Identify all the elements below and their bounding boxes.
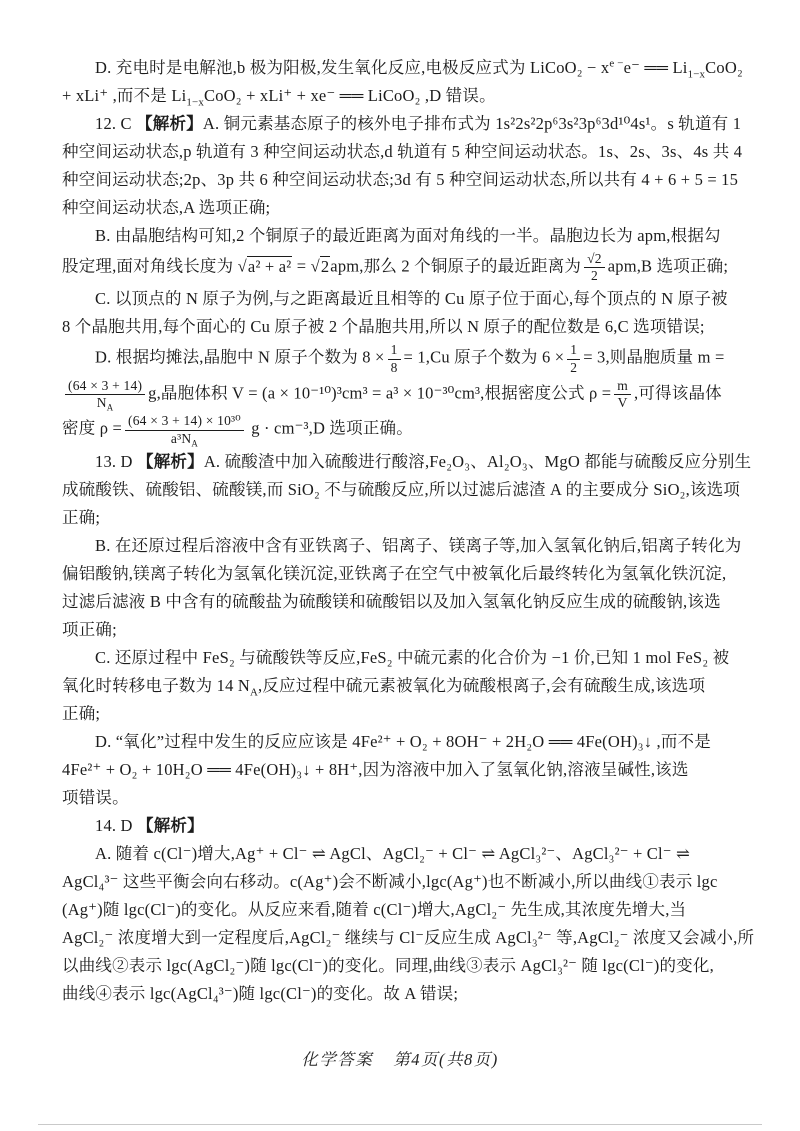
text-line-25: 4Fe²⁺ + O₂ + 10H₂O ══ 4Fe(OH)₃↓ + 8H⁺,因为溶液中加入了氢氧化钠,溶液呈碱性,该选 bbox=[62, 759, 689, 779]
text-line-30: (Ag⁺)随 lgc(Cl⁻)的变化。从反应来看,随着 c(Cl⁻)增大,AgCl₂⁻ 先生成,其浓度先增大,当 bbox=[62, 899, 687, 919]
text-line-27: 14. D 【解析】 bbox=[95, 815, 204, 835]
text-line-17: B. 在还原过程后溶液中含有亚铁离子、铝离子、镁离子等,加入氢氧化钠后,铝离子转化为 bbox=[95, 535, 742, 555]
text-line-24: D. “氧化”过程中发生的反应应该是 4Fe²⁺ + O₂ + 8OH⁻ + 2H₂O ══ 4Fe(OH)₃↓ ,而不是 bbox=[95, 731, 711, 751]
footer-page-number: 第4页(共8页) bbox=[393, 1050, 499, 1069]
text-line-22: 氧化时转移电子数为 14 $N_A$,反应过程中硫元素被氧化为硫酸根离子,会有硫酸生成,该选项 bbox=[62, 675, 706, 699]
text-line-29: AgCl₄³⁻ 这些平衡会向右移动。c(Ag⁺)会不断减小,lgc(Ag⁺)也不断减小,所以曲线①表示 lgc bbox=[62, 871, 718, 891]
text-line-19: 过滤后滤液 B 中含有的硫酸盐为硫酸镁和硫酸铝以及加入氢氧化钠反应生成的硫酸钠,该选 bbox=[62, 591, 721, 611]
text-line-4: 种空间运动状态,p 轨道有 3 种空间运动状态,d 轨道有 5 种空间运动状态。1s、2s、3s、4s 共 4 bbox=[62, 142, 743, 161]
text-line-18: 偏铝酸钠,镁离子转化为氢氧化镁沉淀,亚铁离子在空气中被氧化后最终转化为氢氧化铁沉淀, bbox=[62, 563, 727, 583]
answer-text-block bbox=[62, 54, 755, 1008]
text-line-6: 种空间运动状态,A 选项正确; bbox=[62, 198, 271, 217]
text-line-23: 正确; bbox=[62, 703, 101, 723]
text-line-21: C. 还原过程中 FeS₂ 与硫酸铁等反应,FeS₂ 中硫元素的化合价为 −1 价,已知 1 mol FeS₂ 被 bbox=[95, 647, 730, 667]
text-line-3: 12. C 【解析】A. 铜元素基态原子的核外电子排布式为 1s²2s²2p⁶3s²3p⁶3d¹⁰4s¹。s 轨道有 1 bbox=[95, 114, 742, 133]
text-line-2: + xLi⁺ ,而不是 $Li_{1-x}CoO_2 + xLi^+ + xe^-$ ══ LiCoO₂ ,D 错误。 bbox=[62, 86, 496, 109]
text-line-9: C. 以顶点的 N 原子为例,与之距离最近且相等的 Cu 原子位于面心,每个顶点的 N 原子被 bbox=[95, 289, 728, 309]
text-line-33: 曲线④表示 lgc(AgCl₄³⁻)随 lgc(Cl⁻)的变化。故 A 错误; bbox=[62, 983, 459, 1003]
footer-doc-title: 化学答案 bbox=[301, 1050, 374, 1069]
text-line-14: 13. D 【解析】A. 硫酸渣中加入硫酸进行酸溶,Fe₂O₃、Al₂O₃、MgO 都能与硫酸反应分别生 bbox=[95, 451, 752, 471]
text-line-12: $\frac{(64 \times 3 + 14)}{N_A}$ g,晶胞体积 V = (a × 10⁻¹⁰)³cm³ = a³ × 10⁻³⁰cm³,根据密度公式 ρ = $\frac{m}{V}$ ,可得该晶体 bbox=[62, 377, 746, 412]
text-line-11: D. 根据均摊法,晶胞中 N 原子个数为 8 × $\frac{1}{8}$ = 1,Cu 原子个数为 6 × $\frac{1}{2}$ = 3,则晶胞质量 m = bbox=[95, 342, 725, 375]
text-line-28: A. 随着 c(Cl⁻)增大,Ag⁺ + Cl⁻ ⇌ AgCl、AgCl₂⁻ + Cl⁻ ⇌ AgCl₃²⁻、AgCl₃²⁻ + Cl⁻ ⇌ bbox=[95, 843, 691, 863]
text-line-16: 正确; bbox=[62, 507, 101, 527]
text-line-32: 以曲线②表示 lgc(AgCl₂⁻)随 lgc(Cl⁻)的变化。同理,曲线③表示 AgCl₃²⁻ 随 lgc(Cl⁻)的变化, bbox=[62, 955, 714, 975]
text-line-26: 项错误。 bbox=[62, 787, 129, 807]
text-line-20: 项正确; bbox=[62, 619, 117, 639]
text-line-15: 成硫酸铁、硫酸铝、硫酸镁,而 SiO₂ 不与硫酸反应,所以过滤后滤渣 A 的主要成分 SiO₂,该选项 bbox=[62, 479, 741, 499]
text-line-7: B. 由晶胞结构可知,2 个铜原子的最近距离为面对角线的一半。晶胞边长为 apm,根据勾 bbox=[95, 226, 721, 245]
bottom-divider-line bbox=[38, 1124, 762, 1125]
text-line-1: D. 充电时是电解池,b 极为阳极,发生氧化反应,电极反应式为 LiCoO₂ − $x^{e -}e^-$ ══ $Li_{1-x}CoO_2$ bbox=[95, 57, 743, 81]
page-footer bbox=[0, 1046, 800, 1070]
text-line-13: 密度 ρ = $\frac{\text{(64 × 3 + 14) × 10³⁰}}{a^3N_A}$ g · cm⁻³,D 选项正确。 bbox=[62, 413, 413, 449]
text-line-10: 8 个晶胞共用,每个面心的 Cu 原子被 2 个晶胞共用,所以 N 原子的配位数是 6,C 选项错误; bbox=[62, 317, 705, 337]
text-line-31: AgCl₂⁻ 浓度增大到一定程度后,AgCl₂⁻ 继续与 Cl⁻反应生成 AgCl₃²⁻ 等,AgCl₂⁻ 浓度又会减小,所 bbox=[62, 927, 755, 947]
text-line-8: 股定理,面对角线长度为 √a² + a² = √2apm,那么 2 个铜原子的最近距离为 $\frac{√2}{2}$ apm,B 选项正确; bbox=[62, 251, 729, 284]
text-line-5: 种空间运动状态;2p、3p 共 6 种空间运动状态;3d 有 5 种空间运动状态,所以共有 4 + 6 + 5 = 15 bbox=[62, 170, 739, 189]
